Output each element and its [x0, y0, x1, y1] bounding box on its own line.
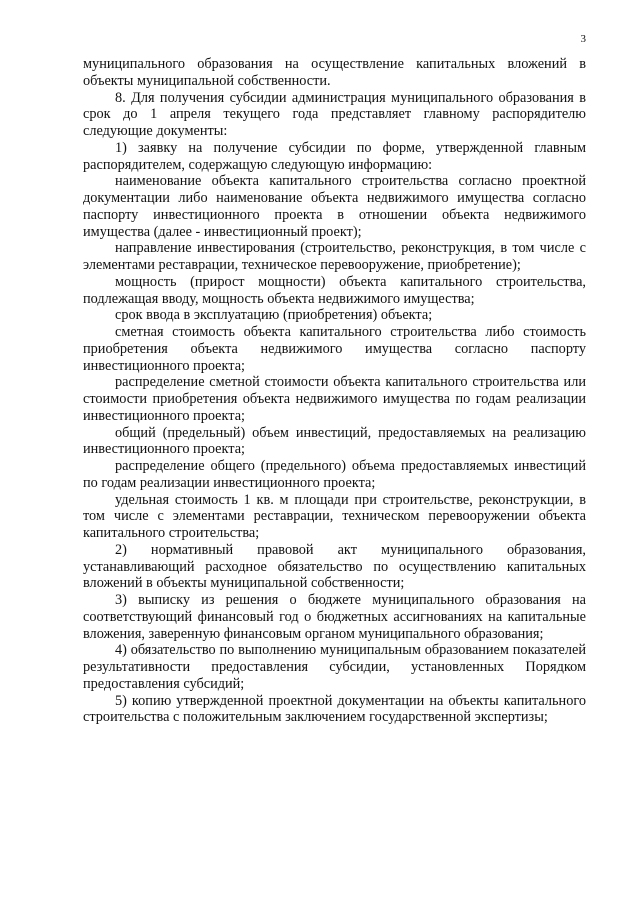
paragraph-cost-distribution: распределение сметной стоимости объекта капитального строительства или стоимости приобретения объекта недвижимого имущества по годам реализации инвестиционного проекта;	[83, 374, 586, 424]
paragraph-item-8: 8. Для получения субсидии администрация муниципального образования в срок до 1 апреля текущего года представляет главному распорядителю следующие документы:	[83, 89, 586, 139]
page-number: 3	[580, 33, 586, 45]
paragraph-investment-distribution: распределение общего (предельного) объема предоставляемых инвестиций по годам реализации инвестиционного проекта;	[83, 458, 586, 491]
paragraph-investment-direction: направление инвестирования (строительство, реконструкция, в том числе с элементами реставрации, техническое перевооружение, приобретение);	[83, 240, 586, 273]
paragraph-subitem-3: 3) выписку из решения о бюджете муниципального образования на соответствующий финансовый год о бюджетных ассигнованиях на капитальные вложения, заверенную финансовым органом муниципального образования;	[83, 592, 586, 642]
paragraph-subitem-1: 1) заявку на получение субсидии по форме, утвержденной главным распорядителем, содержащую следующую информацию:	[83, 139, 586, 173]
document-body	[83, 56, 586, 726]
paragraph-unit-cost: удельная стоимость 1 кв. м площади при строительстве, реконструкции, в том числе с элементами реставрации, техническом перевооружении объекта капитального строительства;	[83, 491, 586, 541]
paragraph-subitem-5: 5) копию утвержденной проектной документации на объекты капитального строительства с положительным заключением государственной экспертизы;	[83, 692, 586, 726]
paragraph-subitem-4: 4) обязательство по выполнению муниципальным образованием показателей результативности предоставления субсидии, установленных Порядком предоставления субсидий;	[83, 642, 586, 692]
paragraph-object-name: наименование объекта капитального строительства согласно проектной документации либо наименование объекта недвижимого имущества согласно паспорту инвестиционного проекта в отношении объекта недвижимого имущества (далее - инвестиционный проект);	[83, 173, 586, 240]
paragraph-estimated-cost: сметная стоимость объекта капитального строительства либо стоимость приобретения объекта недвижимого имущества согласно паспорту инвестиционного проекта;	[83, 324, 586, 374]
paragraph-commissioning-date: срок ввода в эксплуатацию (приобретения) объекта;	[115, 307, 433, 324]
paragraph-capacity: мощность (прирост мощности) объекта капитального строительства, подлежащая вводу, мощность объекта недвижимого имущества;	[83, 273, 586, 307]
paragraph-total-investment: общий (предельный) объем инвестиций, предоставляемых на реализацию инвестиционного проекта;	[83, 424, 586, 458]
paragraph-continuation: муниципального образования на осуществление капитальных вложений в объекты муниципальной собственности.	[83, 56, 586, 89]
paragraph-subitem-2: 2) нормативный правовой акт муниципального образования, устанавливающий расходное обязательство по осуществлению капитальных вложений в объекты муниципальной собственности;	[83, 541, 586, 592]
